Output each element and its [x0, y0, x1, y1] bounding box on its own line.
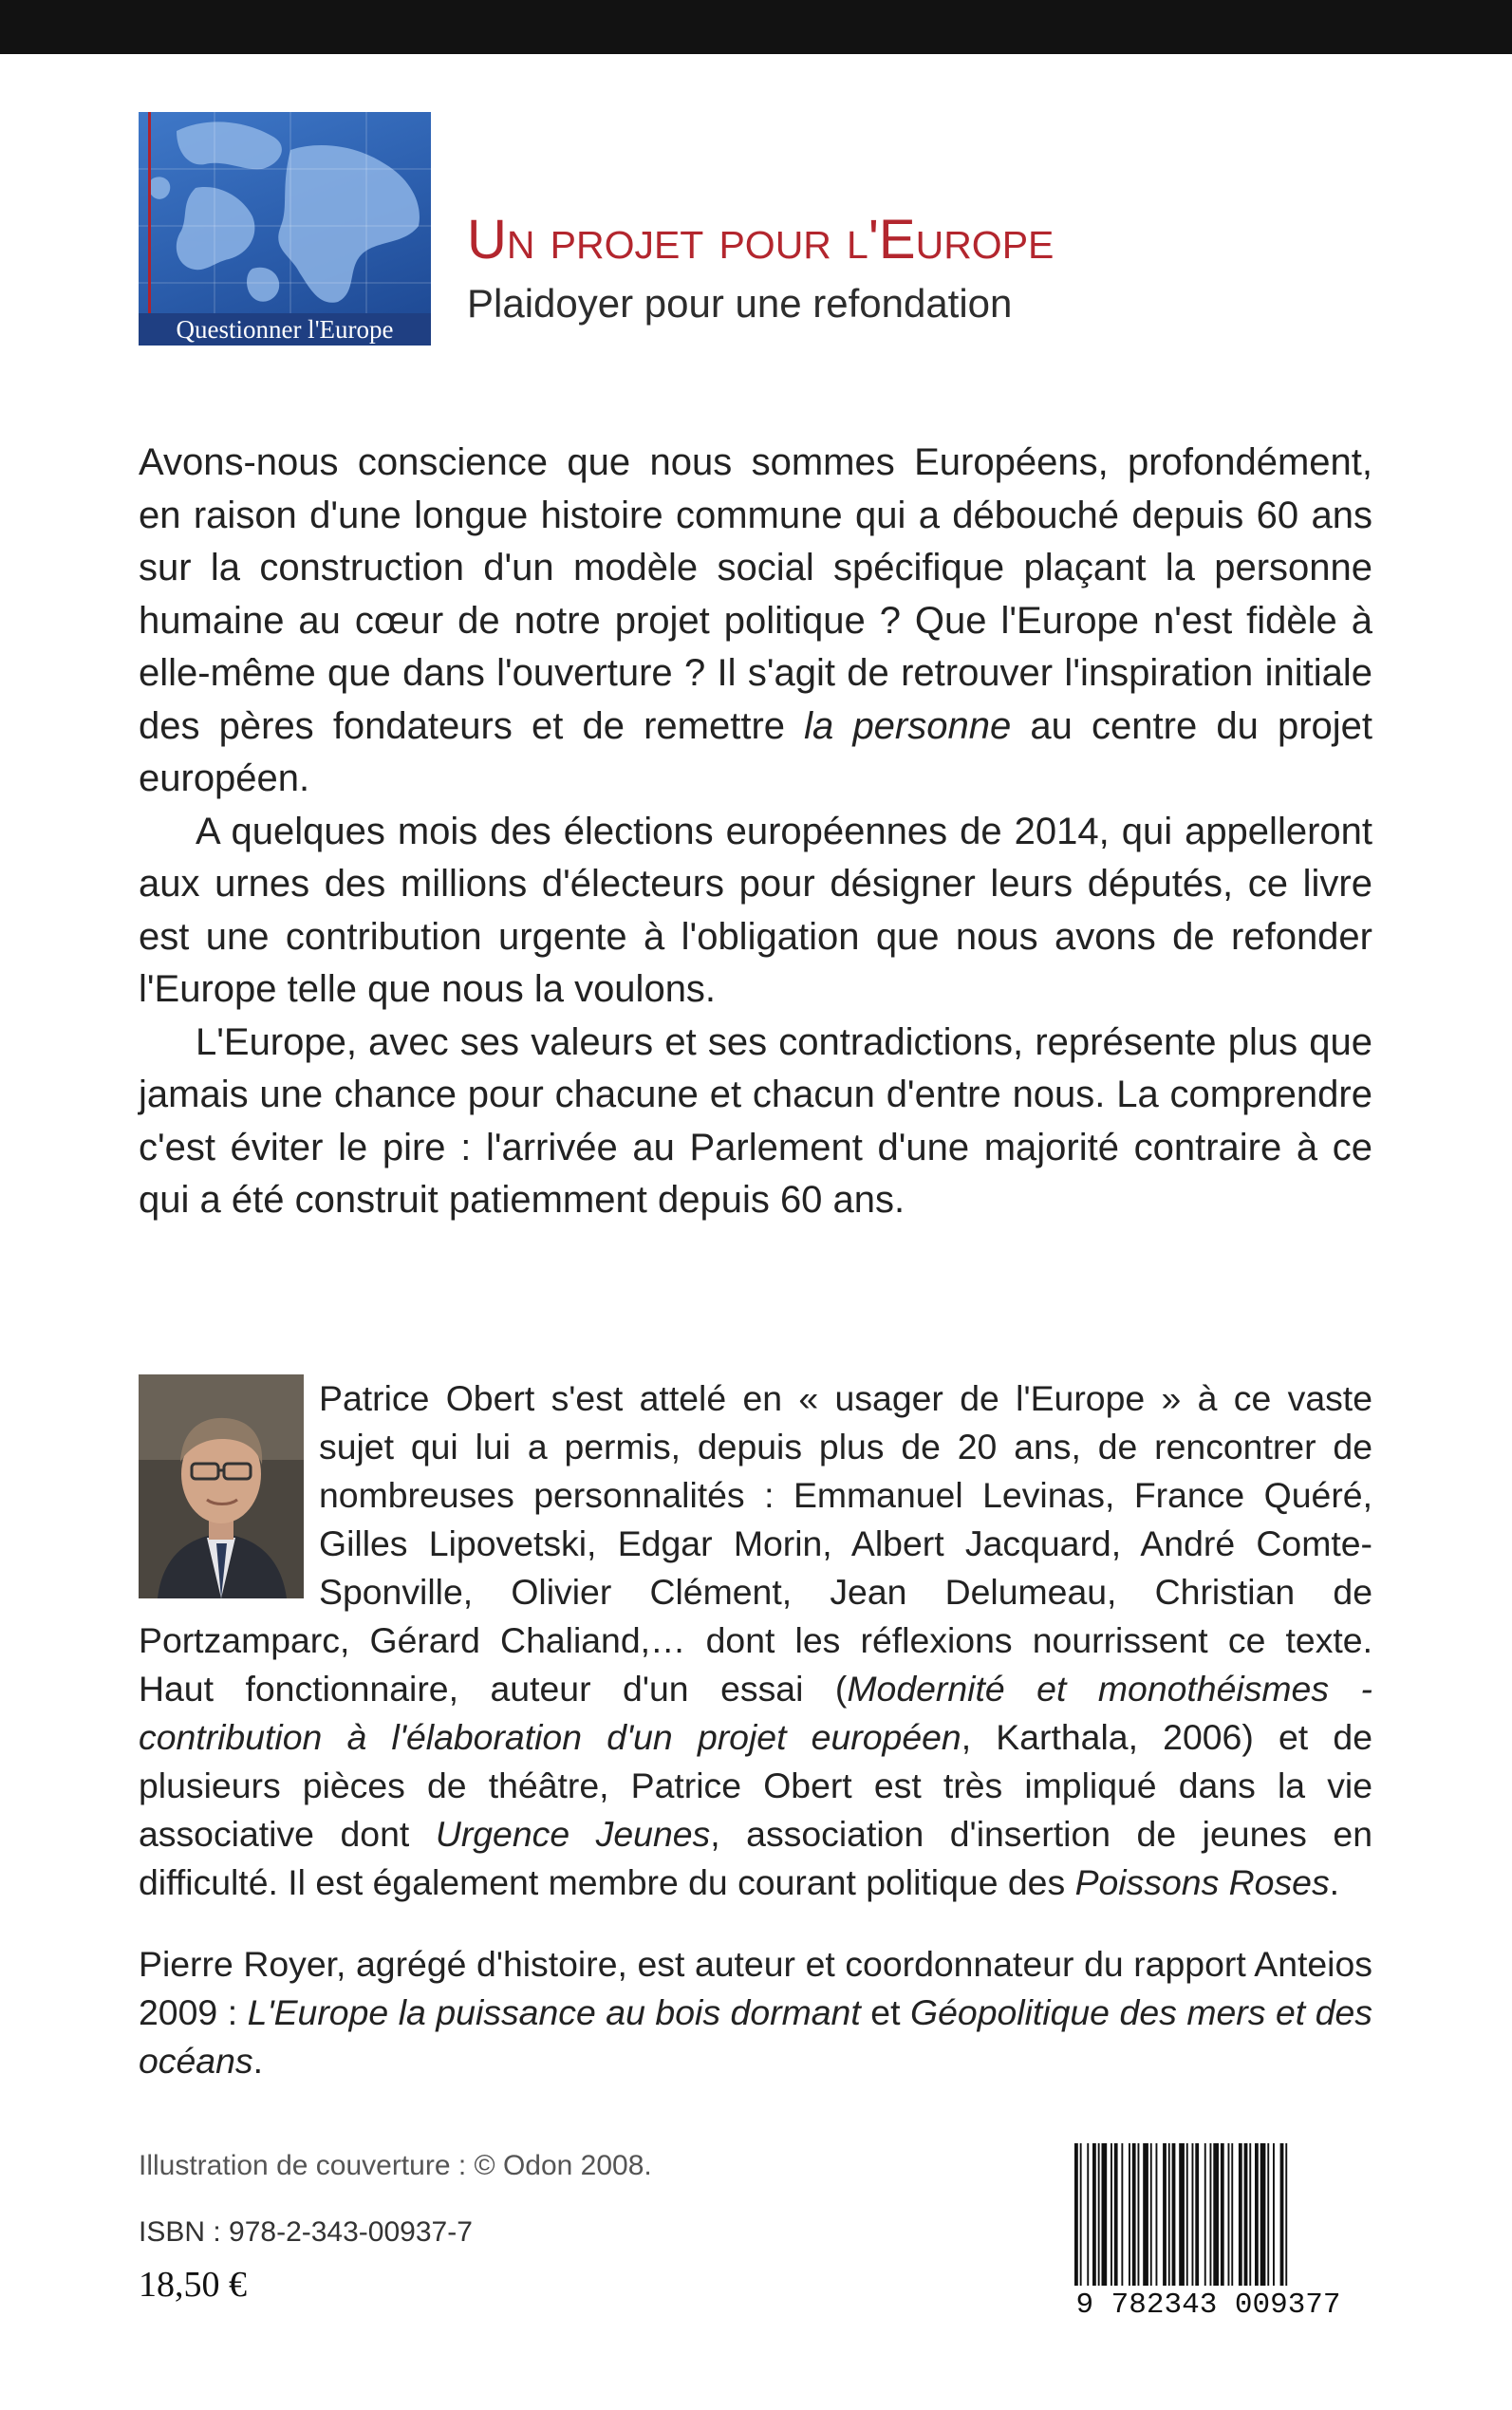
barcode-bar — [1221, 2143, 1224, 2286]
barcode-bar — [1231, 2143, 1233, 2286]
barcode-bar — [1273, 2143, 1275, 2286]
barcode-bar — [1186, 2143, 1188, 2286]
barcode-bar — [1249, 2143, 1251, 2286]
barcode-bar — [1087, 2143, 1089, 2286]
barcode-bar — [1114, 2143, 1118, 2286]
barcode-bar — [1098, 2143, 1100, 2286]
price: 18,50 € — [139, 2265, 247, 2305]
barcode-bar — [1195, 2143, 1199, 2286]
barcode-bar — [1143, 2143, 1148, 2286]
barcode-bar — [1179, 2143, 1185, 2286]
barcode-bar — [1280, 2143, 1284, 2286]
isbn: ISBN : 978-2-343-00937-7 — [139, 2216, 473, 2248]
barcode-bar — [1080, 2143, 1082, 2286]
description-paragraph-2: A quelques mois des élections européennes de 2014, qui appelleront aux urnes des millions d'électeurs pour désigner leurs députés, ce livre est une contribution urgente à l'obligation que nous avons de refonder l'Europe telle que nous la voulons. — [139, 810, 1372, 1010]
barcode-bar — [1204, 2143, 1206, 2286]
barcode-bar — [1192, 2143, 1194, 2286]
barcode-bar — [1210, 2143, 1212, 2286]
barcode-bar — [1129, 2143, 1130, 2286]
description-paragraph-1: Avons-nous conscience que nous sommes Européens, profondément, en raison d'une longue histoire commune qui a débouché depuis 60 ans sur la construction d'un modèle social spécifique plaçant la personne humaine au cœur de notre projet politique ? Que l'Europe n'est fidèle à elle-même que dans l'ouverture ? Il s'agit de retrouver l'inspiration initiale des pères fondateurs et de remettre la personne au centre du projet européen. — [139, 441, 1373, 799]
barcode-bar — [1285, 2143, 1287, 2286]
barcode-bar — [1168, 2143, 1170, 2286]
barcode-bar — [1156, 2143, 1158, 2286]
barcode-icon — [1074, 2143, 1350, 2286]
barcode-bar — [1102, 2143, 1108, 2286]
book-subtitle: Plaidoyer pour une refondation — [467, 281, 1013, 326]
barcode-bar — [1163, 2143, 1167, 2286]
barcode-bar — [1244, 2143, 1248, 2286]
barcode-bar — [1111, 2143, 1112, 2286]
top-band — [0, 0, 1512, 54]
bio-royer-paragraph: Pierre Royer, agrégé d'histoire, est auteur et coordonnateur du rapport Anteios 2009 : L'Europe la puissance au bois dormant et Géopolitique des mers et des océans. — [139, 1944, 1372, 2081]
barcode-digits: 9 782343 009377 — [1075, 2289, 1341, 2322]
author-bio-obert — [139, 1374, 1372, 1907]
author-name: Patrice Obert — [319, 1378, 535, 1418]
barcode-bar — [1150, 2143, 1152, 2286]
barcode-bar — [1213, 2143, 1219, 2286]
europe-map-icon — [139, 112, 431, 346]
barcode-bar — [1132, 2143, 1136, 2286]
description-paragraph-3: L'Europe, avec ses valeurs et ses contradictions, représente plus que jamais une chance pour chacune et chacun d'entre nous. La comprendre c'est éviter le pire : l'arrivée au Parlement d'une majorité contraire à ce qui a été construit patiemment depuis 60 ans. — [139, 1020, 1372, 1221]
series-label: Questionner l'Europe — [139, 313, 431, 346]
series-logo-stripe — [148, 112, 151, 346]
barcode-bar — [1092, 2143, 1096, 2286]
barcode-bar — [1267, 2143, 1269, 2286]
book-title: Un projet pour l'Europe — [467, 209, 1055, 271]
author-name: Pierre Royer — [139, 1944, 337, 1984]
book-description — [139, 437, 1372, 1227]
barcode-bar — [1260, 2143, 1266, 2286]
barcode-bar — [1121, 2143, 1123, 2286]
bio-obert-paragraph: Patrice Obert s'est attelé en « usager de l'Europe » à ce vaste sujet qui lui a permis, depuis plus de 20 ans, de rencontrer de nombreuses personnalités : Emmanuel Levinas, France Quéré, Gilles Lipovetski, Edgar Morin, Albert Jacquard, André Comte-Sponville, Olivier Clément, Jean Delumeau, Christian de Portzamparc, Gérard Chaliand,… dont les réflexions nourrissent ce texte. Haut fonctionnaire, auteur d'un essai (Modernité et monothéismes - contribution à l'élaboration d'un projet européen, Karthala, 2006) et de plusieurs pièces de théâtre, Patrice Obert est très impliqué dans la vie associative dont Urgence Jeunes, association d'insertion de jeunes en difficulté. Il est également membre du courant politique des Poissons Roses. — [139, 1378, 1373, 1902]
barcode-bar — [1255, 2143, 1259, 2286]
barcode — [1048, 2143, 1369, 2322]
barcode-bar — [1228, 2143, 1230, 2286]
series-logo — [139, 112, 431, 346]
barcode-bar — [1239, 2143, 1242, 2286]
barcode-bar — [1074, 2143, 1078, 2286]
barcode-bar — [1172, 2143, 1176, 2286]
barcode-bar — [1138, 2143, 1140, 2286]
cover-credit: Illustration de couverture : © Odon 2008. — [139, 2150, 652, 2181]
author-bio-royer — [139, 1940, 1372, 2085]
